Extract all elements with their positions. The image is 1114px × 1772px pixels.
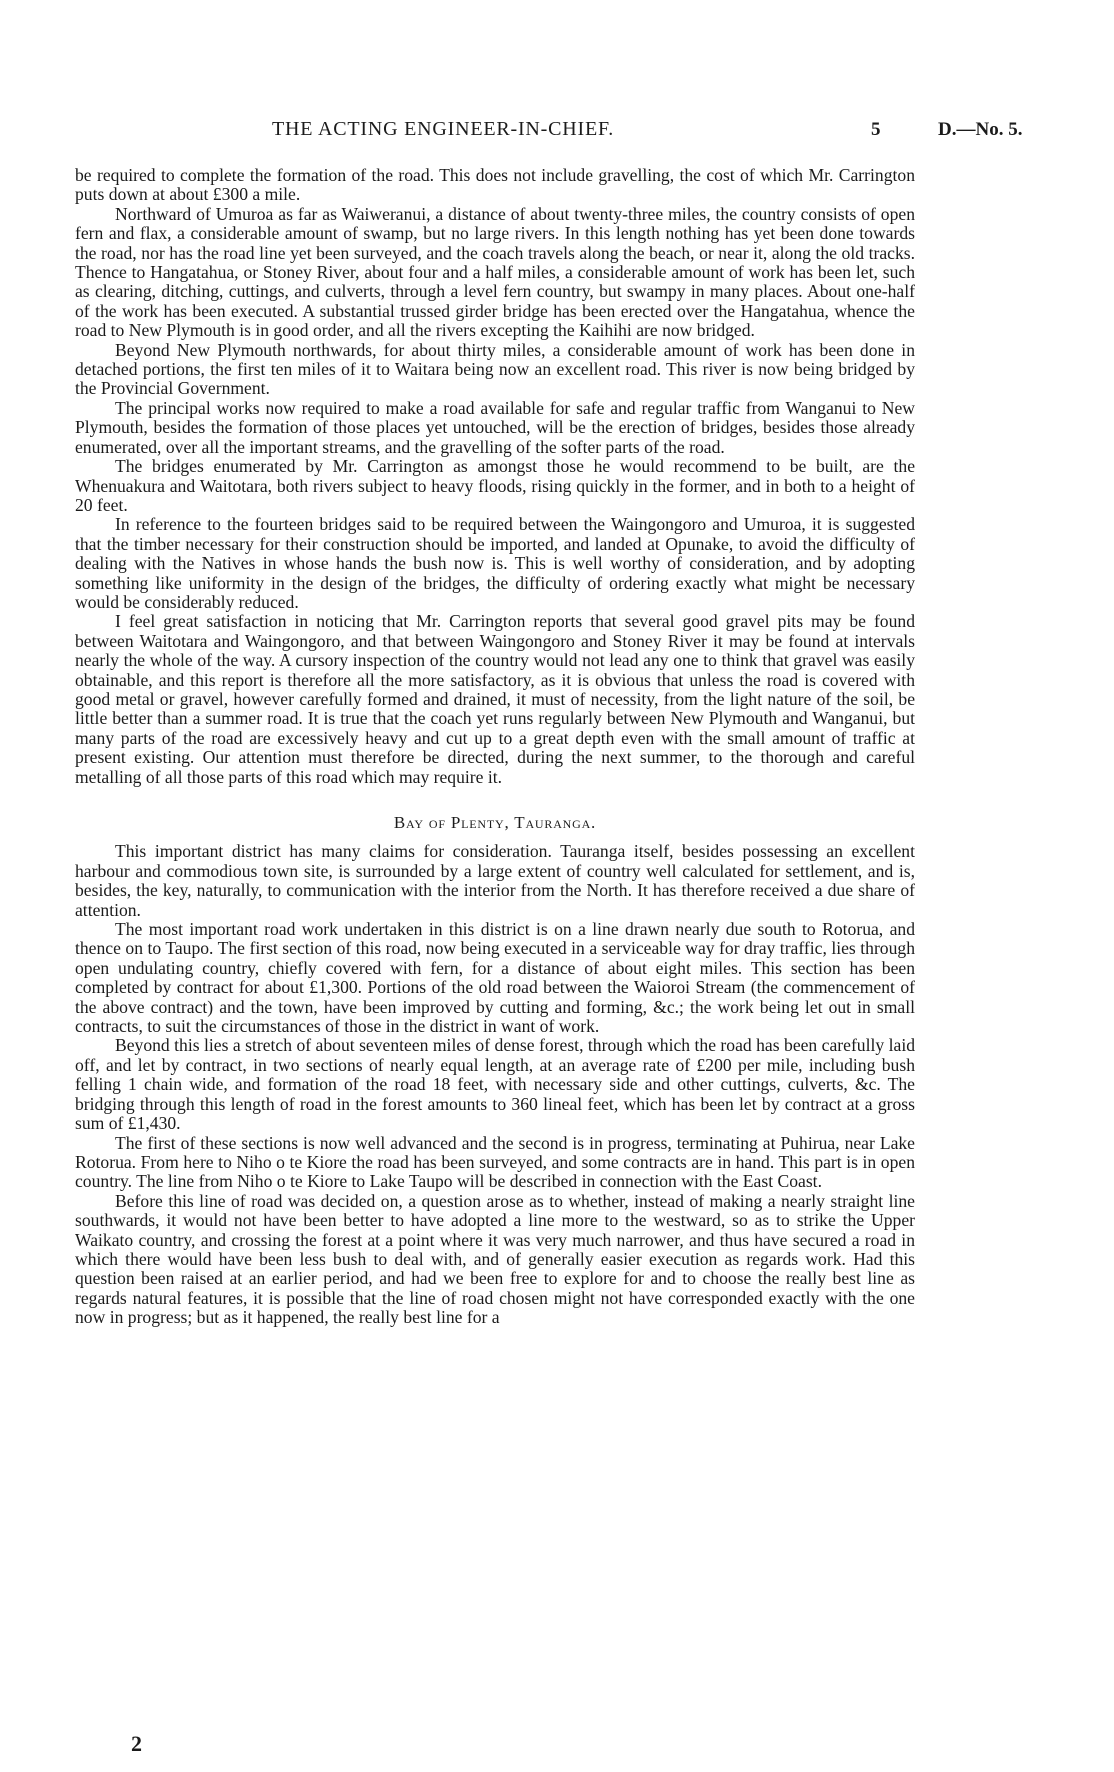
body-text	[75, 166, 915, 1328]
paragraph: The most important road work undertaken in this district is on a line drawn nearly due south to Rotorua, and thence on to Taupo. The first section of this road, now being executed in a serviceable way for dray traffic, lies through open undulating country, chiefly covered with fern, for a distance of about eight miles. This section has been completed by contract for about £1,300. Portions of the old road between the Waioroi Stream (the commencement of the above contract) and the town, have been improved by cutting and forming, &c.; the work being let out in small contracts, to suit the circumstances of those in the district in want of work.	[75, 919, 915, 1037]
paragraph: Beyond New Plymouth northwards, for about thirty miles, a considerable amount of work has been done in detached portions, the first ten miles of it to Waitara being now an excellent road. This river is now being bridged by the Provincial Government.	[75, 339, 915, 399]
paragraph: The principal works now required to make a road available for safe and regular traffic from Wanganui to New Plymouth, besides the formation of those places yet untouched, will be the erection of bridges, besides those already enumerated, over all the important streams, and the gravelling of the softer parts of the road.	[75, 397, 915, 457]
running-title: THE ACTING ENGINEER-IN-CHIEF.	[272, 118, 615, 140]
paragraph: Beyond this lies a stretch of about seventeen miles of dense forest, through which the road has been carefully laid off, and let by contract, in two sections of nearly equal length, at an average rate of £200 per mile, including bush felling 1 chain wide, and formation of the road 18 feet, with necessary side and other cuttings, culverts, &c. The bridging through this length of road in the forest amounts to 360 lineal feet, which has been let by contract at a gross sum of £1,430.	[75, 1035, 915, 1134]
paragraph: The first of these sections is now well advanced and the second is in progress, terminating at Puhirua, near Lake Rotorua. From here to Niho o te Kiore the road has been surveyed, and some contracts are in hand. This part is in open country. The line from Niho o te Kiore to Lake Taupo will be described in connection with the East Coast.	[75, 1132, 915, 1192]
paragraph: Northward of Umuroa as far as Waiweranui, a distance of about twenty-three miles, the country consists of open fern and flax, a considerable amount of swamp, but no large rivers. In this length nothing has yet been done towards the road, nor has the road line yet been surveyed, and the coach travels along the beach, or near it, along the old tracks. Thence to Hangatahua, or Stoney River, about four and a half miles, a considerable amount of work has been let, such as clearing, ditching, cuttings, and culverts, through a level fern country, but swampy in many places. About one-half of the work has been executed. A substantial trussed girder bridge has been erected over the Hangatahua, whence the road to New Plymouth is in good order, and all the rivers excepting the Kaihihi are now bridged.	[75, 203, 915, 341]
paragraph: I feel great satisfaction in noticing that Mr. Carrington reports that several good gravel pits may be found between Waitotara and Waingongoro, and that between Waingongoro and Stoney River it may be found at intervals nearly the whole of the way. A cursory inspection of the country would not lead any one to think that gravel was easily obtainable, and this report is therefore all the more satisfactory, as it is obvious that unless the road is covered with good metal or gravel, however carefully formed and drained, it must of necessity, from the light nature of the soil, be little better than a summer road. It is true that the coach yet runs regularly between New Plymouth and Wanganui, but many parts of the road are excessively heavy and cut up to a great depth even with the small amount of traffic at present existing. Our attention must therefore be directed, during the next summer, to the thorough and careful metalling of all those parts of this road which may require it.	[75, 611, 915, 787]
printer-signature-mark: 2	[131, 1731, 142, 1756]
page-number: 5	[871, 119, 881, 140]
paragraph: Before this line of road was decided on, a question arose as to whether, instead of making a nearly straight line southwards, it would not have been better to have adopted a line more to the westward, so as to strike the Upper Waikato country, and crossing the forest at a point where it was very much narrower, and thus have secured a road in which there would have been less bush to deal with, and of generally easier execution as regards work. Had this question been raised at an earlier period, and had we been free to explore for and to choose the really best line as regards natural features, it is possible that the line of road chosen might not have corresponded exactly with the one now in progress; but as it happened, the really best line for a	[75, 1190, 915, 1328]
running-header	[0, 118, 1114, 148]
paragraph: This important district has many claims for consideration. Tauranga itself, besides possessing an excellent harbour and commodious town site, is surrounded by a large extent of country well calculated for settlement, and is, besides, the key, naturally, to communication with the interior from the North. It has therefore received a due share of attention.	[75, 841, 915, 920]
paragraph-continued: be required to complete the formation of the road. This does not include gravelling, the cost of which Mr. Carrington puts down at about £300 a mile.	[75, 165, 915, 205]
paragraph: In reference to the fourteen bridges said to be required between the Waingongoro and Umuroa, it is suggested that the timber necessary for their construction should be imported, and landed at Opunake, to avoid the difficulty of dealing with the Natives in whose hands the bush now is. This is well worthy of consideration, and by adopting something like uniformity in the design of the bridges, the difficulty of ordering exactly what might be necessary would be considerably reduced.	[75, 514, 915, 612]
section-heading: Bay of Plenty, Tauranga.	[393, 813, 597, 832]
document-reference: D.—No. 5.	[938, 119, 1023, 140]
paragraph: The bridges enumerated by Mr. Carrington as amongst those he would recommend to be built, are the Whenuakura and Waitotara, both rivers subject to heavy floods, rising quickly in the former, and in both to a height of 20 feet.	[75, 456, 915, 515]
